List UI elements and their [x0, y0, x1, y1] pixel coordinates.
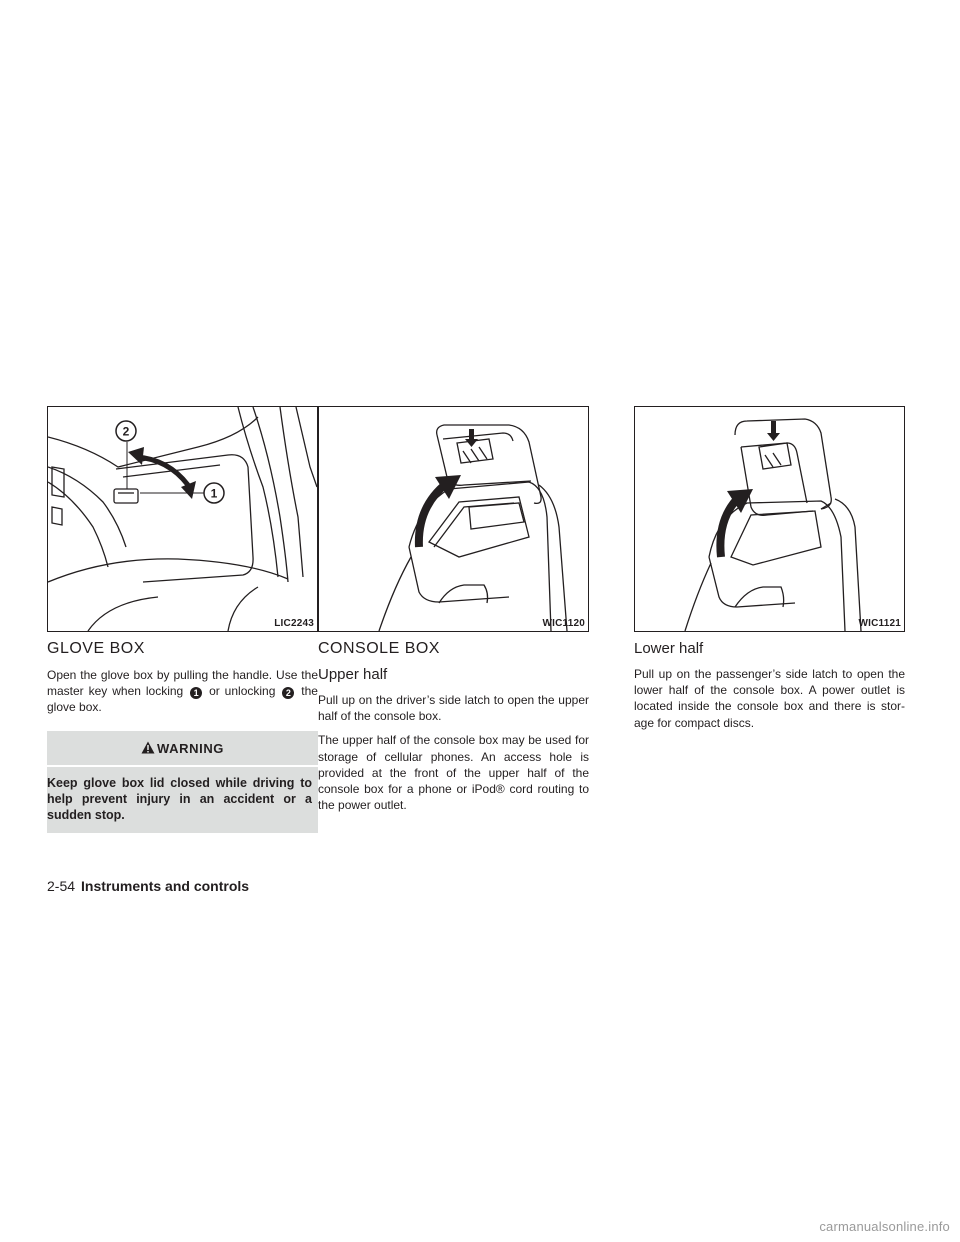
console-box-column [318, 406, 589, 813]
lower-half-column [634, 406, 905, 731]
glove-box-text [47, 667, 318, 716]
page-footer [47, 878, 249, 894]
upper-half-paragraph-2: The upper half of the console box may be used for storage of cellular phones. An access hole is provided at the front of the upper half of the console box for a phone or iPod® cord routing to the power outlet. [318, 733, 589, 813]
lower-half-paragraph: Pull up on the passenger’s side latch to open the lower half of the console box. A power outlet is located inside the console box and there is stor-age for compact discs. [634, 667, 905, 730]
watermark: carmanualsonline.info [819, 1219, 950, 1234]
text-part: the glove box. [47, 684, 318, 715]
upper-half-paragraph-1: Pull up on the driver’s side latch to open the upper half of the console box. [318, 693, 589, 724]
warning-header [47, 731, 318, 759]
section-heading: GLOVE BOX [47, 640, 145, 657]
callout-1-label: 1 [210, 486, 218, 501]
figure-code: WIC1120 [542, 618, 585, 629]
console-upper-illustration [319, 407, 588, 631]
text-part: Open the glove box by pulling the handle. Use the master key when locking [47, 668, 318, 699]
warning-label: WARNING [156, 740, 225, 756]
console-lower-figure [634, 406, 905, 632]
glove-box-figure [47, 406, 318, 632]
chapter-title: Instruments and controls [81, 878, 250, 894]
glove-box-illustration [48, 407, 317, 631]
callout-2-badge: 2 [282, 687, 294, 699]
console-upper-figure [318, 406, 589, 632]
callout-2-label: 2 [122, 424, 130, 439]
warning-icon [141, 741, 155, 754]
warning-divider [47, 765, 318, 767]
subheading: Upper half [318, 666, 388, 683]
figure-code: WIC1121 [858, 618, 901, 629]
subheading: Lower half [634, 640, 704, 657]
warning-box [47, 731, 318, 833]
glove-box-column [47, 406, 318, 833]
text-part: or unlocking [209, 684, 276, 699]
section-heading: CONSOLE BOX [318, 640, 440, 657]
console-lower-illustration [635, 407, 904, 631]
callout-1-badge: 1 [190, 687, 202, 699]
figure-code: LIC2243 [274, 618, 314, 629]
page-number: 2-54 [47, 878, 76, 894]
warning-text: Keep glove box lid closed while driving to help prevent injury in an accident or a sudden stop. [47, 775, 312, 822]
